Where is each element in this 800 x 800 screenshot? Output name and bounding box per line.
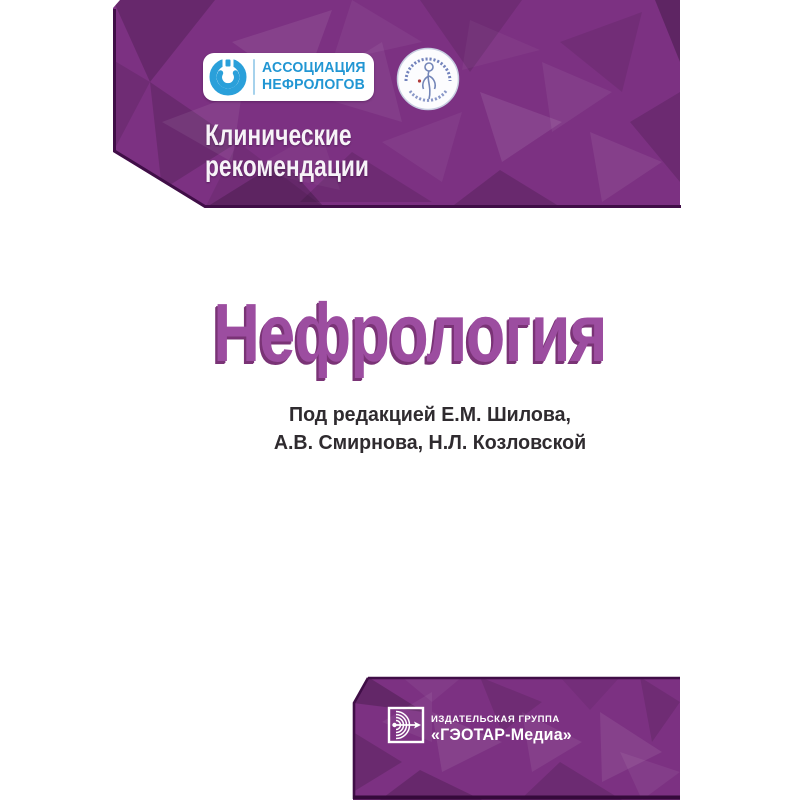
- series-title: [205, 120, 369, 182]
- association-badge: [203, 53, 374, 101]
- kidney-ring-icon: [209, 58, 247, 96]
- publisher-block: [431, 713, 576, 745]
- bow-arrow-icon: [387, 705, 425, 745]
- editors-line2: А.В. Смирнова, Н.Л. Козловской: [273, 431, 587, 454]
- emblem-red-dot: [418, 79, 421, 82]
- publisher-group-label: ИЗДАТЕЛЬСКАЯ ГРУППА: [431, 714, 560, 725]
- page-title: Нефрология: [213, 286, 607, 379]
- badge-divider: [253, 59, 255, 95]
- association-name-line2: НЕФРОЛОГОВ: [262, 77, 365, 93]
- round-seal-icon: [396, 47, 460, 111]
- editors-block: [234, 402, 626, 457]
- publisher-name: «ГЭОТАР-Медиа»: [431, 726, 572, 744]
- editors-line1: Под редакцией Е.М. Шилова,: [289, 404, 571, 426]
- series-line1: Клинические: [205, 119, 352, 152]
- association-name-line1: АССОЦИАЦИЯ: [262, 60, 366, 76]
- series-line2: рекомендации: [205, 150, 369, 183]
